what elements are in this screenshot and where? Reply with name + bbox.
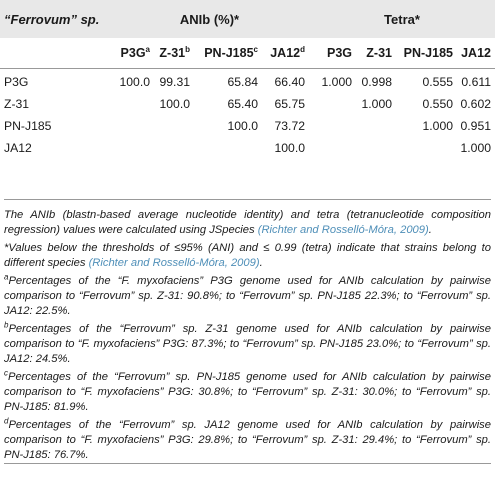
tetra-col-header: P3G xyxy=(309,38,356,68)
tetra-cell xyxy=(309,137,356,159)
tetra-group-label: Tetra* xyxy=(384,11,420,27)
anib-col-header xyxy=(262,38,309,68)
anib-col-label: Z-31 xyxy=(159,45,186,60)
anib-group-label: ANIb (%)* xyxy=(179,11,240,27)
tetra-col-header: PN-J185 xyxy=(396,38,457,68)
tetra-cell: 0.602 xyxy=(460,96,491,111)
anib-cell: 100.0 xyxy=(227,118,258,133)
footnote-text: Percentages of the “Ferrovum” sp. Z-31 genome used for ANIb calculation by pairwise comparison to “F. myxofaciens” P3G: 87.3%; to “Ferrovum” sp. PN-J185 23.0%; to “Ferrovum” sp. JA12: 24.5%. xyxy=(4,323,491,365)
anib-cell: 65.84 xyxy=(227,74,258,89)
footnote-threshold xyxy=(4,241,491,271)
table-row xyxy=(0,115,495,137)
species-column-header: “Ferrovum” sp. xyxy=(4,11,100,27)
tetra-cell xyxy=(309,93,356,115)
tetra-col-header: JA12 xyxy=(457,38,495,68)
anib-col-header xyxy=(194,38,262,68)
blank-header-cell xyxy=(0,38,110,68)
footnote-text: . xyxy=(259,257,263,269)
footnote-text: The ANIb (blastn-based average nucleotide identity) and tetra (tetranucleotide composition regression) values were calculated using JSpecies xyxy=(4,209,491,236)
row-label: JA12 xyxy=(4,140,32,155)
tetra-cell: 1.000 xyxy=(321,74,352,89)
tetra-group-header xyxy=(309,0,495,38)
anib-cell xyxy=(110,137,154,159)
tetra-cell: 0.951 xyxy=(460,118,491,133)
anib-col-label: JA12 xyxy=(270,45,301,60)
footnote-marker: d xyxy=(4,416,9,426)
footnote-marker: d xyxy=(300,44,305,54)
footnote-text: Percentages of the “Ferrovum” sp. JA12 genome used for ANIb calculation by pairwise comparison to “F. myxofaciens” P3G: 29.8%; to “Ferrovum” sp. Z-31: 29.4%; to “Ferrovum” sp. PN-J185: 76.7%. xyxy=(4,419,491,461)
table-row xyxy=(0,68,495,93)
anib-cell: 65.40 xyxy=(227,96,258,111)
table-footnotes xyxy=(4,199,491,467)
anib-cell: 100.0 xyxy=(274,140,305,155)
footnote-marker: c xyxy=(253,44,258,54)
anib-cell: 65.75 xyxy=(274,96,305,111)
anib-cell: 99.31 xyxy=(159,74,190,89)
tetra-cell: 0.998 xyxy=(361,74,392,89)
anib-group-header xyxy=(110,0,309,38)
anib-cell xyxy=(194,137,262,159)
anib-col-header xyxy=(154,38,194,68)
anib-cell: 73.72 xyxy=(274,118,305,133)
anib-cell xyxy=(110,93,154,115)
tetra-cell: 0.611 xyxy=(461,74,491,89)
anib-col-header xyxy=(110,38,154,68)
table-header-group-row xyxy=(0,0,495,38)
footnote-marker: b xyxy=(185,44,190,54)
footnote-text: *Values below the thresholds of ≤95% (ANI) and ≤ 0.99 (tetra) indicate that strains belong to different species xyxy=(4,242,491,269)
footnote-c xyxy=(4,370,491,415)
tetra-cell xyxy=(356,137,396,159)
tetra-col-header: Z-31 xyxy=(356,38,396,68)
citation-link[interactable]: (Richter and Rosselló-Móra, 2009) xyxy=(88,257,260,269)
anib-cell: 100.0 xyxy=(119,74,150,89)
footnote-text: Percentages of the “Ferrovum” sp. PN-J185 genome used for ANIb calculation by pairwise comparison to “F. myxofaciens” P3G: 30.8%; to “Ferrovum” sp. Z-31: 30.0%; to “Ferrovum” sp. PN-J185: 81.9%. xyxy=(4,371,491,413)
footnote-text: Percentages of the “F. myxofaciens” P3G genome used for ANIb calculation by pairwise comparison to “Ferrovum” sp. Z-31: 90.8%; to “Ferrovum” sp. PN-J185 22.3%; to “Ferrovum” sp. JA12: 22.5%. xyxy=(4,275,491,317)
anib-cell: 66.40 xyxy=(274,74,305,89)
footnote-marker: a xyxy=(145,44,150,54)
citation-link[interactable]: (Richter and Rosselló-Móra, 2009) xyxy=(257,224,429,236)
footnote-marker: c xyxy=(4,368,8,378)
footnote-text: . xyxy=(428,224,432,236)
footnote-a xyxy=(4,274,491,319)
anib-col-label: PN-J185 xyxy=(204,45,254,60)
table-header-row xyxy=(0,38,495,68)
tetra-cell: 0.550 xyxy=(422,96,453,111)
table-row xyxy=(0,93,495,115)
ani-tetra-table xyxy=(0,0,495,159)
footnote-b xyxy=(4,322,491,367)
row-label: PN-J185 xyxy=(4,118,52,133)
anib-col-label: P3G xyxy=(120,45,146,60)
tetra-cell xyxy=(396,137,457,159)
anib-cell xyxy=(110,115,154,137)
tetra-cell xyxy=(309,115,356,137)
row-label: P3G xyxy=(4,74,29,89)
footnote-marker: b xyxy=(4,320,9,330)
footnote-marker: a xyxy=(4,272,9,282)
tetra-cell: 1.000 xyxy=(361,96,392,111)
anib-cell: 100.0 xyxy=(159,96,190,111)
tetra-cell: 1.000 xyxy=(460,140,491,155)
tetra-cell: 0.555 xyxy=(422,74,453,89)
footnote-d xyxy=(4,418,491,464)
row-label: Z-31 xyxy=(4,96,30,111)
anib-cell xyxy=(154,137,194,159)
anib-cell xyxy=(154,115,194,137)
tetra-cell: 1.000 xyxy=(422,118,453,133)
table-row xyxy=(0,137,495,159)
tetra-cell xyxy=(356,115,396,137)
footnote-method xyxy=(4,208,491,238)
